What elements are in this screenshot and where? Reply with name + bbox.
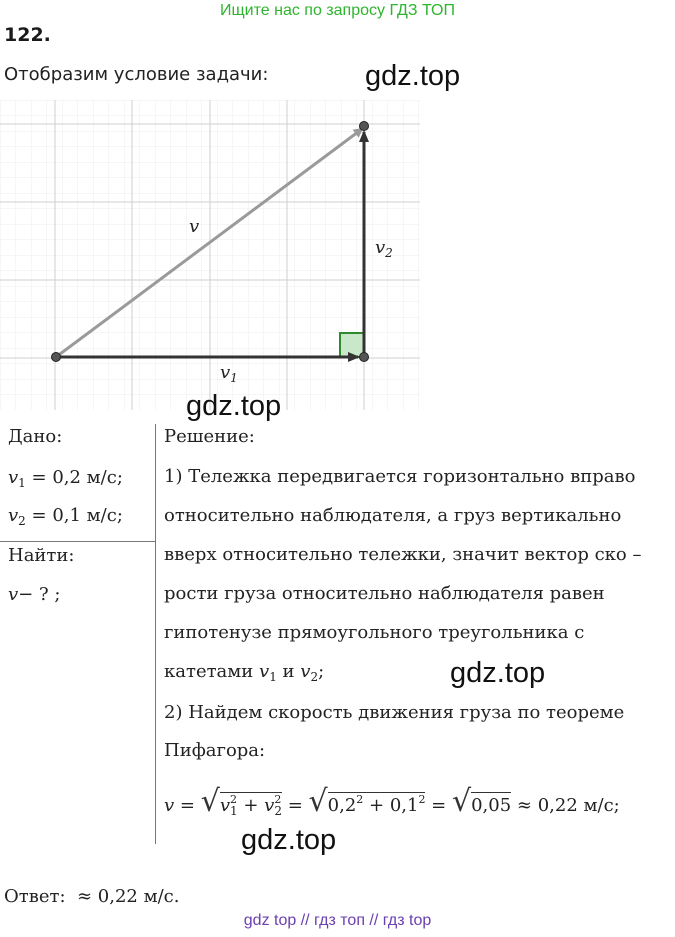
solution-line: рости груза относительно наблюдателя равен <box>164 583 605 604</box>
figure-label-v2: $v_2$ <box>375 237 393 260</box>
problem-number: 122. <box>4 24 51 46</box>
watermark: gdz.top <box>241 824 337 856</box>
given-v1: $v_1 = 0,2$ м/с; <box>8 467 123 490</box>
watermark: gdz.top <box>365 60 461 92</box>
solution-title: Решение: <box>164 426 255 447</box>
table-horizontal-divider <box>0 541 155 542</box>
sqrt-sign: √ <box>451 784 472 819</box>
sqrt-sign: √ <box>308 784 328 819</box>
solution-line: 1) Тележка передвигается горизонтально вправо <box>164 466 636 487</box>
answer: Ответ: ≈ 0,22 м/с. <box>4 886 180 907</box>
point-origin <box>52 353 61 362</box>
vector-figure <box>0 100 420 410</box>
point-corner <box>360 353 369 362</box>
solution-step2-line1: 2) Найдем скорость движения груза по теореме <box>164 702 625 723</box>
solution-legs-line: катетами $v_1$ и $v_2$; <box>164 661 325 684</box>
given-title: Дано: <box>8 426 63 447</box>
find-title: Найти: <box>8 545 75 566</box>
table-vertical-divider <box>155 424 156 844</box>
watermark: gdz.top <box>186 390 282 422</box>
pythagoras-formula: $v = √v^2_1 + v^2_2 = √0,2^2 + 0,1^2 = √0,05 \approx 0,22$ м/с; <box>164 784 620 819</box>
find-value: v− ? ; <box>8 584 61 605</box>
sqrt-sign: √ <box>200 784 220 819</box>
figure-label-v1: $v_1$ <box>220 362 238 385</box>
right-angle-marker <box>340 333 364 357</box>
intro-text: Отобразим условие задачи: <box>4 64 269 85</box>
solution-step2-line2: Пифагора: <box>164 740 266 761</box>
given-v2: $v_2 = 0,1$ м/с; <box>8 505 123 528</box>
solution-line: относительно наблюдателя, а груз вертикально <box>164 505 622 526</box>
search-banner: Ищите нас по запросу ГДЗ ТОП <box>220 2 455 19</box>
footer-links: gdz top // гдз топ // гдз top <box>243 912 432 929</box>
figure-label-v: v <box>189 216 200 237</box>
solution-line: вверх относительно тележки, значит вектор ско – <box>164 544 642 565</box>
grid <box>0 100 420 410</box>
solution-line: гипотенузе прямоугольного треугольника с <box>164 622 585 643</box>
watermark: gdz.top <box>450 657 546 689</box>
point-top <box>360 122 369 131</box>
